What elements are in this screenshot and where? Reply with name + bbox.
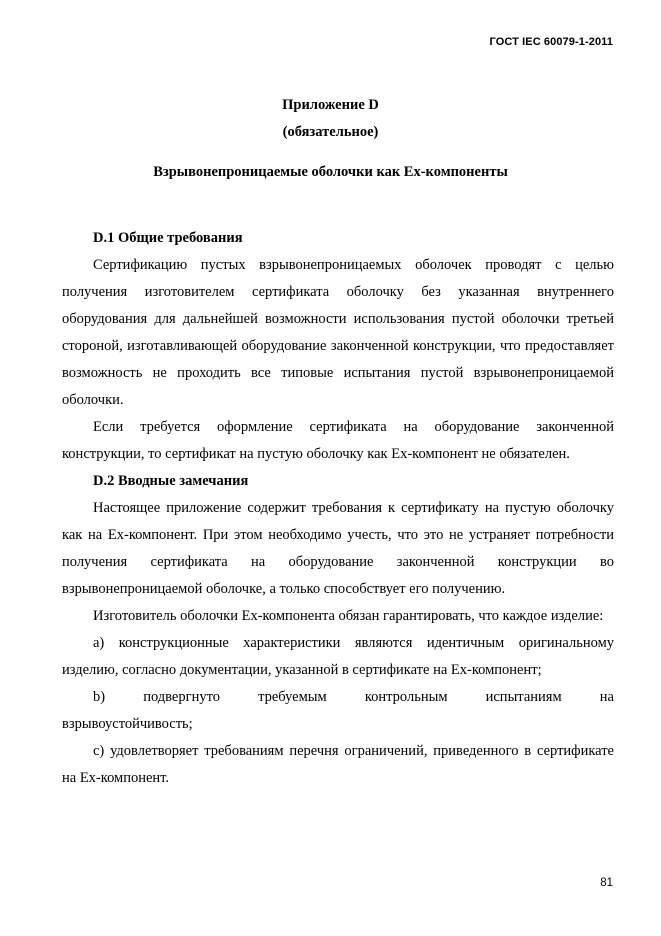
- list-item-b-word: b): [93, 689, 106, 705]
- list-item-b-word: испытаниям: [485, 689, 562, 705]
- annex-status: (обязательное): [282, 124, 379, 140]
- annex-title: Приложение D: [282, 97, 379, 113]
- list-item-b-word: требуемым: [258, 689, 327, 705]
- annex-subject: Взрывонепроницаемые оболочки как Ex-компоненты: [153, 164, 508, 180]
- document-body: [62, 225, 614, 792]
- list-item-b-continuation: взрывоустойчивость;: [62, 716, 193, 732]
- list-item-b-word: контрольным: [364, 689, 448, 705]
- list-item-a: а) конструкционные характеристики являются идентичным оригинальному изделию, согласно документации, указанной в сертификате на Ex-компонент;: [62, 635, 614, 678]
- section-d2-paragraph-2: Изготовитель оболочки Ex-компонента обязан гарантировать, что каждое изделие:: [93, 608, 604, 624]
- list-item-b-word: подвергнуто: [143, 689, 220, 705]
- section-d2-heading: D.2 Вводные замечания: [93, 473, 249, 489]
- standard-code: ГОСТ IEC 60079-1-2011: [489, 36, 613, 48]
- section-d2-paragraph-1: Настоящее приложение содержит требования к сертификату на пустую оболочку как на Ex-компонент. При этом необходимо учесть, что это не устраняет потребности получения сертификата на оборудование законченной конструкции во взрывонепроницаемой оболочке, а только способствует его получению.: [62, 500, 614, 597]
- section-d1-heading: D.1 Общие требования: [93, 230, 243, 246]
- section-d1-paragraph-1: Сертификацию пустых взрывонепроницаемых оболочек проводят с целью получения изготовителем сертификата оболочку без указанная внутреннего оборудования для дальнейшей возможности использования пустой оболочки третьей стороной, изготавливающей оборудование законченной конструкции, что предоставляет возможность не проходить все типовые испытания пустой взрывонепроницаемой оболочки.: [62, 257, 614, 408]
- list-item-c: с) удовлетворяет требованиям перечня ограничений, приведенного в сертификате на Ex-компонент.: [62, 743, 614, 786]
- list-item-b-first-line: [62, 684, 614, 711]
- list-item-b-word: на: [599, 689, 614, 705]
- page-number: 81: [600, 877, 613, 889]
- list-item-b: [62, 684, 614, 738]
- section-d1-paragraph-2: Если требуется оформление сертификата на оборудование законченной конструкции, то сертификат на пустую оболочку как Ex-компонент не обязателен.: [62, 419, 614, 462]
